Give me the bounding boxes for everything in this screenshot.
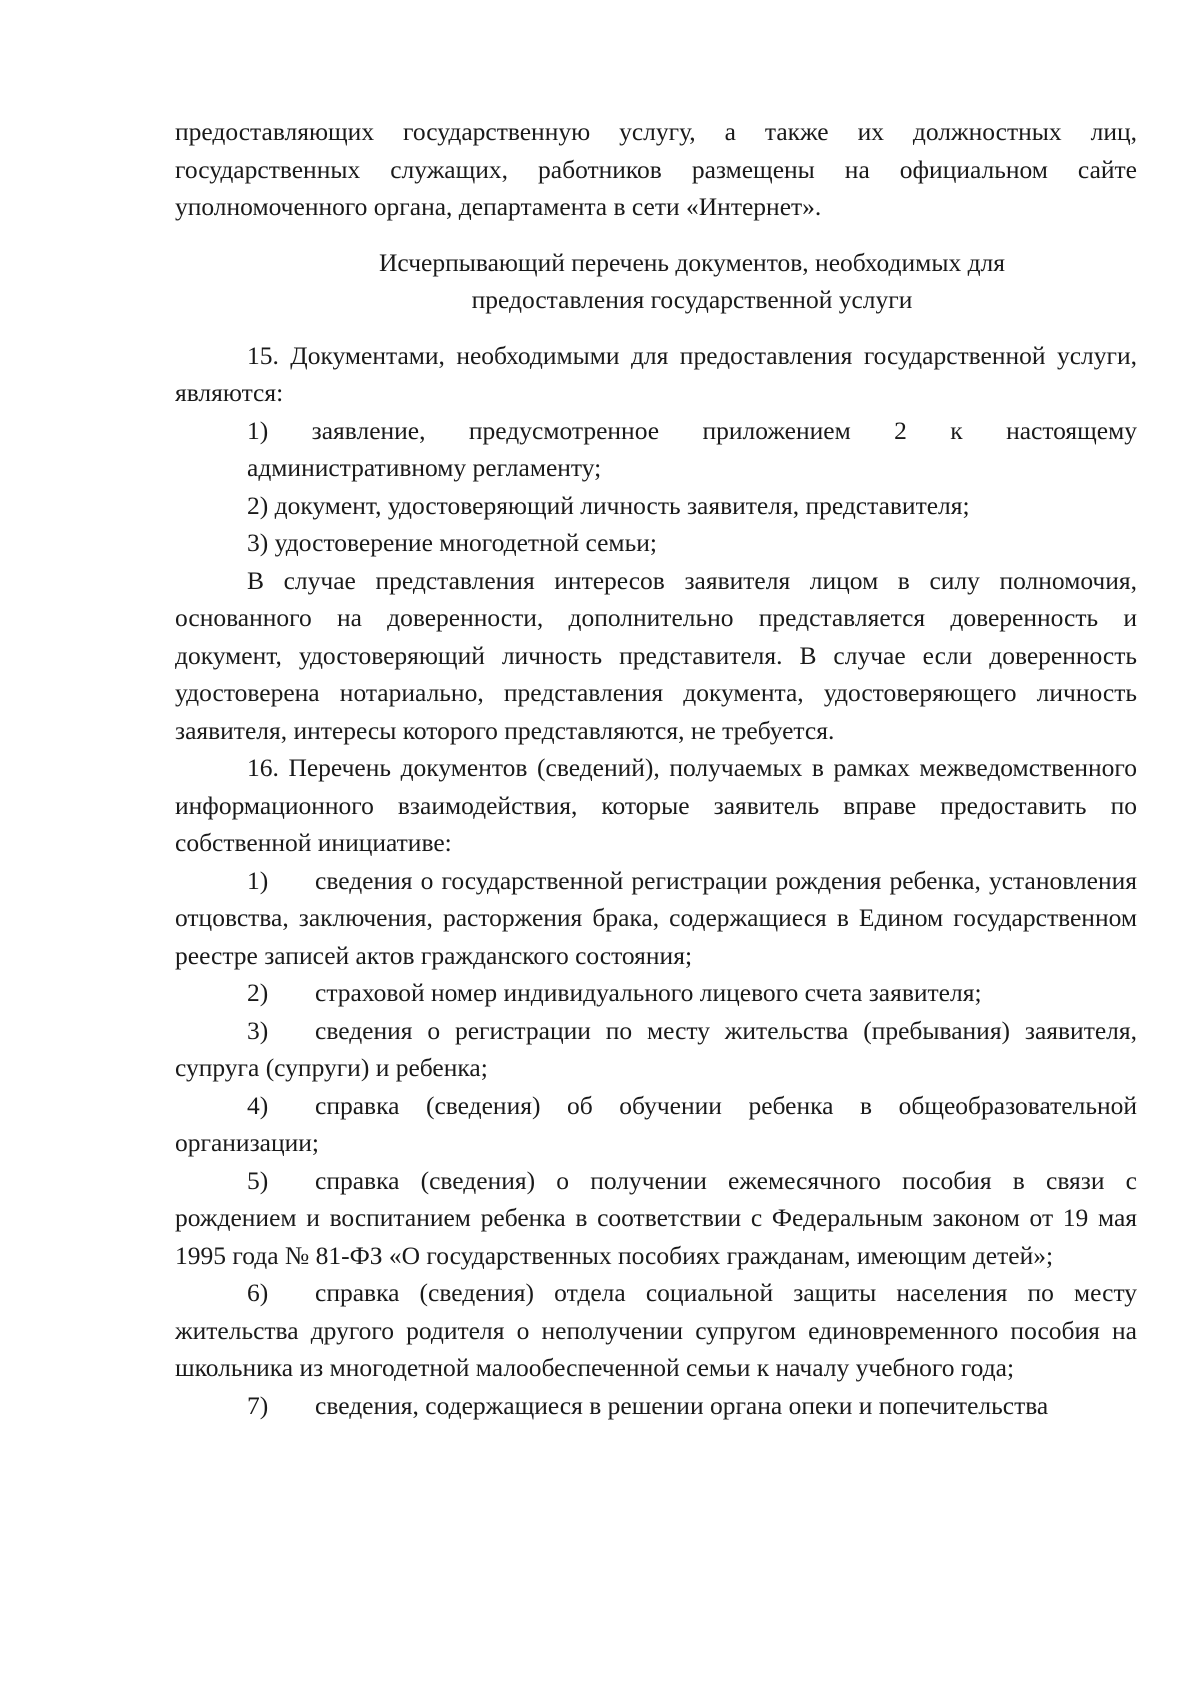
clause-15-lead: 15. Документами, необходимыми для предоставления государственной услуги, являются: [175,340,1137,407]
list-item-text: справка (сведения) о получении ежемесячного пособия в связи с рождением и воспитанием ребенка в соответствии с Федеральным законом от 19 мая 1995 года № 81-ФЗ «О государственных пособиях гражданам, имеющим детей»; [175,1165,1137,1270]
clause-16-item-7 [175,1387,1137,1425]
list-number: 6) [247,1278,269,1307]
list-item-text: страховой номер индивидуального лицевого счета заявителя; [315,978,982,1007]
list-number: 4) [247,1090,269,1120]
list-item-text: справка (сведения) отдела социальной защиты населения по месту жительства другого родителя о неполучении супругом единовременного пособия на школьника из многодетной малообеспеченной семьи к началу учебного года; [175,1278,1137,1382]
list-item-text: справка (сведения) об обучении ребенка в общеобразовательной организации; [175,1090,1137,1157]
clause-16-item-2 [175,974,1137,1012]
section-heading [175,244,1137,319]
list-item-text: сведения, содержащиеся в решении органа опеки и попечительства [315,1390,1049,1420]
list-number: 7) [247,1390,269,1420]
list-number: 5) [247,1165,269,1195]
list-item-text: сведения о государственной регистрации рождения ребенка, установления отцовства, заключения, расторжения брака, содержащиеся в Едином государственном реестре записей актов гражданского состояния; [175,865,1137,970]
clause-16-item-4 [175,1087,1137,1162]
list-number: 1) [247,865,269,895]
clause-15-note: В случае представления интересов заявителя лицом в силу полномочия, основанного на доверенности, дополнительно представляется доверенность и документ, удостоверяющий личность представителя. В случае если доверенность удостоверена нотариально, представления документа, удостоверяющего личность заявителя, интересы которого представляются, не требуется. [175,565,1137,745]
document-body [175,113,1137,1424]
clause-16-item-6 [175,1274,1137,1387]
clause-16-item-1 [175,862,1137,975]
intro-paragraph: предоставляющих государственную услугу, а также их должностных лиц, государственных служащих, работников размещены на официальном сайте уполномоченного органа, департамента в сети «Интернет». [175,117,1137,221]
section-heading-line-2: предоставления государственной услуги [471,285,913,314]
list-number: 3) [247,1015,269,1045]
clause-15-item-1: 1) заявление, предусмотренное приложением 2 к настоящему административному регламенту; [247,415,1137,482]
clause-16-item-3 [175,1012,1137,1087]
clause-16-item-5 [175,1162,1137,1275]
list-item-text: сведения о регистрации по месту жительства (пребывания) заявителя, супруга (супруги) и ребенка; [175,1015,1137,1082]
clause-15-item-2: 2) документ, удостоверяющий личность заявителя, представителя; [247,490,970,520]
clause-16-lead: 16. Перечень документов (сведений), получаемых в рамках межведомственного информационного взаимодействия, которые заявитель вправе предоставить по собственной инициативе: [175,753,1137,857]
section-heading-line-1: Исчерпывающий перечень документов, необходимых для [378,247,1006,277]
list-number: 2) [247,978,269,1007]
clause-15-item-3: 3) удостоверение многодетной семьи; [247,528,657,557]
